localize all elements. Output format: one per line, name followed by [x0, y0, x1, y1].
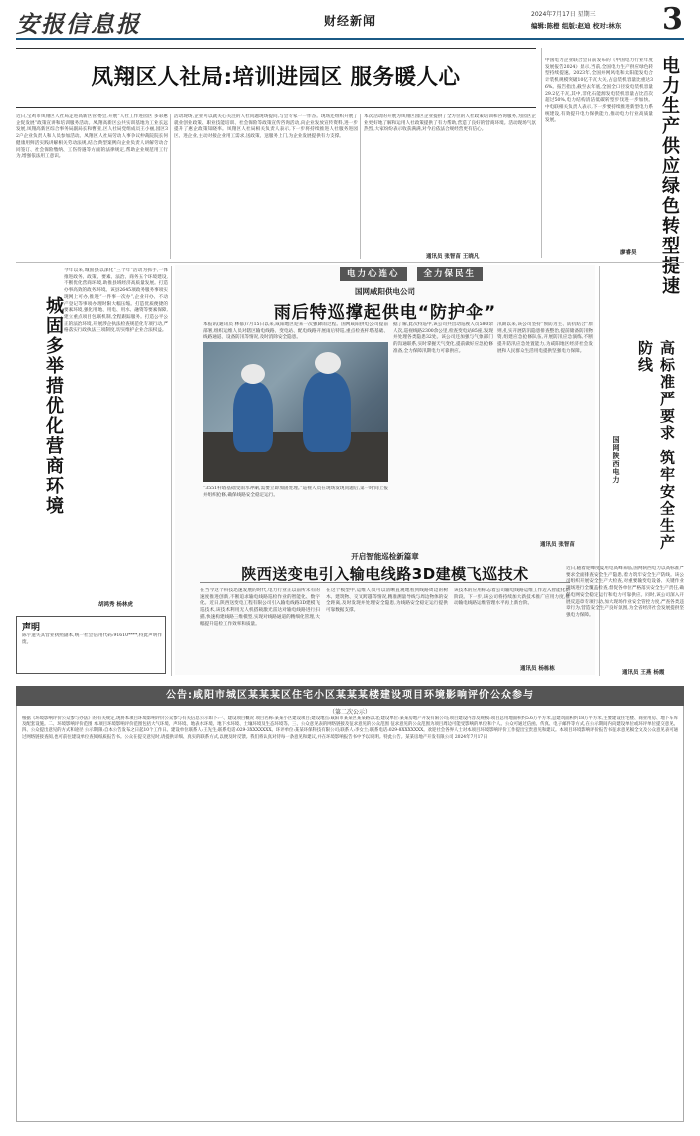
shaanxi-divider — [200, 582, 570, 583]
rain-story-lead: 本报讯(通讯员 林郁)7月15日以来,咸阳地区迎来一次强降雨过程。国网咸阳供电公司提前部署,组织运维人员对辖区输电线路、变电站、配电线路开展雨后特巡,重点检查杆塔基础、线路通道、设备防汛等情况,及时消除安全隐患。 — [203, 322, 388, 341]
center-banner — [340, 267, 483, 281]
power-story-headline: 电力生产供应绿色转型提速 — [659, 56, 680, 296]
security-story-body: 近日,随着迎峰度夏用电高峰来临,国网陕西电力以高标准严要求全面排查安全生产隐患,着力筑牢安全生产防线。该公司组织开展安全生产大检查,对重要输变电设备、关键作业现场进行全覆盖检查,督促各单位严格落实安全生产责任,确保电网安全稳定运行和电力可靠供应。同时,该公司深入开展反违章专项行动,加大现场作业安全管控力度,严查各类违章行为,营造安全生产良好氛围,为全省经济社会发展提供坚强电力保障。 — [566, 566, 684, 618]
lead-story-col2: 活动现场,企业可以就关心关注的人社问题现场提问,与会专家一一作答。现场还组织开展了就业创业政策、职业技能培训、社会保险等政策宣传咨询活动,向企业发放宣传资料,进一步提升了惠企政策知晓率。凤翔区人社局相关负责人表示,下一步将持续推进人社服务进园区、进企业,主动对接企业用工需求,送政策、送服务上门,为企业发展提供有力支撑。 — [174, 114, 358, 140]
page-number: 3 — [662, 2, 683, 37]
city-story-byline: 胡鸿秀 杨林虎 — [98, 602, 133, 608]
power-story-byline: 廖睿昊 — [620, 250, 637, 256]
lead-headline: 凤翔区人社局:培训进园区 服务暖人心 — [91, 65, 461, 90]
city-story-body: 今年以来,城固县以深化“三个年”活动为抓手,一体推进政务、政策、要素、法治、商务五个环境建设,不断优化营商环境,助推县域经济高质量发展。打造办事高效的政务环境。该县2645项政务服务事项实现网上可办,推进“一件事一次办”,企业开办、不动产登记等事项办理时限大幅压缩。打造优质便捷的要素环境,强化用地、用电、用水、融资等要素保障,建立重点项目包联机制,全程跟踪服务。打造公平公正的法治环境,开展涉企执法检查规范化专项行动,严格落实行政执法三项制度,切实维护企业合法权益。 — [64, 268, 168, 334]
rain-story-col3: 汛期以来,该公司坚持“预防为主、防抗结合”原则,扎实开展防汛隐患排查整治,提前储备防汛物资,组建应急抢修队伍,开展防汛应急演练,不断提升防汛应急处置能力,为咸阳地区经济社会发展和人民群众生活用电提供坚强电力保障。 — [497, 322, 593, 354]
newspaper-logo: 安报信息报 — [16, 11, 141, 38]
rain-story-col1: “3551杆塔基础受雨水冲刷,需要立即加固处理。”巡视人员在现场发现问题后,第一时间上报并组织抢修,确保线路安全稳定运行。 — [203, 486, 388, 498]
column-rule — [541, 48, 542, 258]
lead-story-byline: 通讯员 张智苗 王晓凡 — [426, 254, 480, 260]
security-story-byline: 通讯员 王燕 杨霞 — [622, 670, 665, 676]
column-rule — [171, 266, 172, 676]
banner-left: 电力心连心 — [340, 267, 407, 281]
rain-story-col2: 据了解,此次特巡中,该公司共出动巡视人员580余人次,巡视线路2300余公里,检查变电站85座,发现并处理各类隐患32处。该公司还加强与气象部门的沟通联系,实时掌握天气变化,提前做好应急抢修准备,全力保障汛期电力可靠供应。 — [393, 322, 493, 354]
shaanxi-story-headline: 陕西送变电引入输电线路3D建模飞巡技术 — [241, 565, 529, 583]
section-rule — [16, 262, 684, 263]
shaanxi-story-kicker: 开启智能巡检新篇章 — [351, 552, 419, 561]
power-story-body: 中国电力企业联合会日前发布的《中国电力行业年度发展报告2024》显示,当前,全国电力生产供应绿色转型持续提速。2023年,全国并网风电和太阳能发电合计装机规模突破10亿千瓦大关,占总装机容量比重达36%。报告指出,截至去年底,全国全口径发电装机容量29.2亿千瓦,其中,非化石能源发电装机容量占比首次超过50%,电力结构清洁低碳转型步伐进一步加快。中电联相关负责人表示,下一步要持续推进新型电力系统建设,有效提升电力保供能力,推动电力行业高质量发展。 — [545, 58, 653, 124]
lead-story-col1: 近日,宝鸡市凤翔区人社局走进高新区管委会,开展“人社工作进园区 多彩惠企促发展”政策宣讲和培训服务活动。凤翔高新区公共实训基地为工业长远发展,凤翔高新区综合事务局副局长和曹亚,区人社局党组成员王小丽,园区32户企业负责人和人员参加活动。凤翔区人社局劳动人事争议仲裁院院长何健康用鲜活实践讲解相关劳动法规,结合典型案例向企业负责人讲解劳动合同签订、社会保险缴纳、工伤待遇等方面的法律规定,帮助企业规范用工行为,增强依法用工意识。 — [16, 114, 168, 160]
shaanxi-story-col1: 在当今这个科技迅速发展的时代,电力行业正以前所未有的速度推进创新,不断追求输电线路巡检作业的智能化、数字化。近日,陕西送变电工程有限公司引入输电线路3D建模飞巡技术,该技术利用无人机搭载激光雷达对输电线路进行扫描,快速构建线路三维模型,实现对线路通道的精细化管理,大幅提升巡检工作效率和质量。 — [200, 588, 320, 627]
column-rule — [360, 114, 361, 259]
ad-title: 公告:咸阳市城区某某某区住宅小区某某某楼建设项目环境影响评价公众参与 — [16, 686, 684, 706]
security-story-headline: 高标准严要求 筑牢安全生产防线 — [636, 340, 676, 552]
lead-story-col3: 本次活动的开展为凤翔区园区企业提供了全方位的人社政策培训和咨询服务,为园区企业更好地了解和运用人社政策提供了有力帮助,营造了良好的营商环境。活动现场气氛热烈,大家纷纷表示收获满满,对今后依法合规经营更有信心。 — [364, 114, 536, 133]
rain-story-kicker: 国网咸阳供电公司 — [355, 287, 415, 296]
lead-headline-box — [16, 48, 536, 108]
ad-body: 根据《环境影响评价公众参与办法》的有关规定,现将本项目环境影响评价公众参与有关信息公示如下:一、建设项目概况 项目名称:某某小区建设项目;建设地点:咸阳市某某区某某路以北;建设单位:某某房地产开发有限公司;项目建设内容及规模:项目总用地面积约5.6万平方米,总建筑面积约18万平方米,主要建设住宅楼、商业用房、地下车库及配套设施。二、环境影响评价范围 本项目环境影响评价范围包括大气环境、声环境、地表水环境、地下水环境、土壤环境及生态环境等。三、公众意见表的网络链接及征求意见的公众范围 征求意见的公众范围为项目周边可能受影响的单位和个人。公众可通过信函、传真、电子邮件等方式,在公示期间内向建设单位或环评单位提交意见。四、公众提出意见的方式和途径 公示期限:自本公告发布之日起10个工作日。建设单位联系人:王先生;联系电话:029-3XXXXXXX。环评单位:某某环保科技有限公司;联系人:李女士;联系电话:029-8XXXXXXX。欢迎社会各界人士对本项目环境影响评价工作提出宝贵意见和建议。本项目环境影响评价报告书征求意见稿全文及公众意见表可通过网络链接查阅,也可前往建设单位查阅纸质报告书。公众在提交意见时,请提供详细、真实的联系方式,以便及时反馈。我们将认真对待每一条意见和建议,并在环境影响报告书中予以说明。特此公告。某某房地产开发有限公司 2024年7月17日 — [22, 716, 678, 740]
masthead-divider — [16, 38, 684, 40]
banner-right: 全力保民生 — [417, 267, 484, 281]
issue-date: 2024年7月17日 星期三 — [531, 11, 596, 18]
security-story-source: 国网陕西电力 — [612, 436, 620, 484]
shaanxi-story-col2: 在这个模型中,运维人员可以清晰直观地看到线路周边的树木、建筑物、交叉跨越等情况,精准测量导线与周边物体的安全距离,及时发现并处理安全隐患,为线路安全稳定运行提供可靠数据支撑。 — [326, 588, 448, 614]
shaanxi-story-byline: 通讯员 杨栋栋 — [520, 666, 555, 672]
rain-story-headline: 雨后特巡撑起供电“防护伞” — [273, 303, 497, 323]
section-name: 财经新闻 — [323, 14, 376, 28]
column-rule — [170, 114, 171, 259]
rain-story-byline: 通讯员 张智苗 — [540, 542, 575, 548]
ad-subtitle: （第二次公示） — [328, 709, 371, 716]
notice-body: 陈宇遗失其营业执照副本,统一社会信用代码:91610****,特此声明作废。 — [22, 633, 162, 645]
city-story-headline: 城固多举措优化营商环境 — [43, 296, 64, 516]
news-photo — [203, 342, 388, 482]
notice-title: 声明 — [22, 623, 41, 633]
editors-line: 编辑:陈橙 组版:赵迪 校对:林东 — [531, 22, 622, 30]
shaanxi-story-col3: 该技术的应用标志着公司输电线路运维工作迈入智能化新阶段。下一步,该公司将持续加大新技术推广应用力度,推动输电线路运维管理水平再上新台阶。 — [454, 588, 570, 607]
